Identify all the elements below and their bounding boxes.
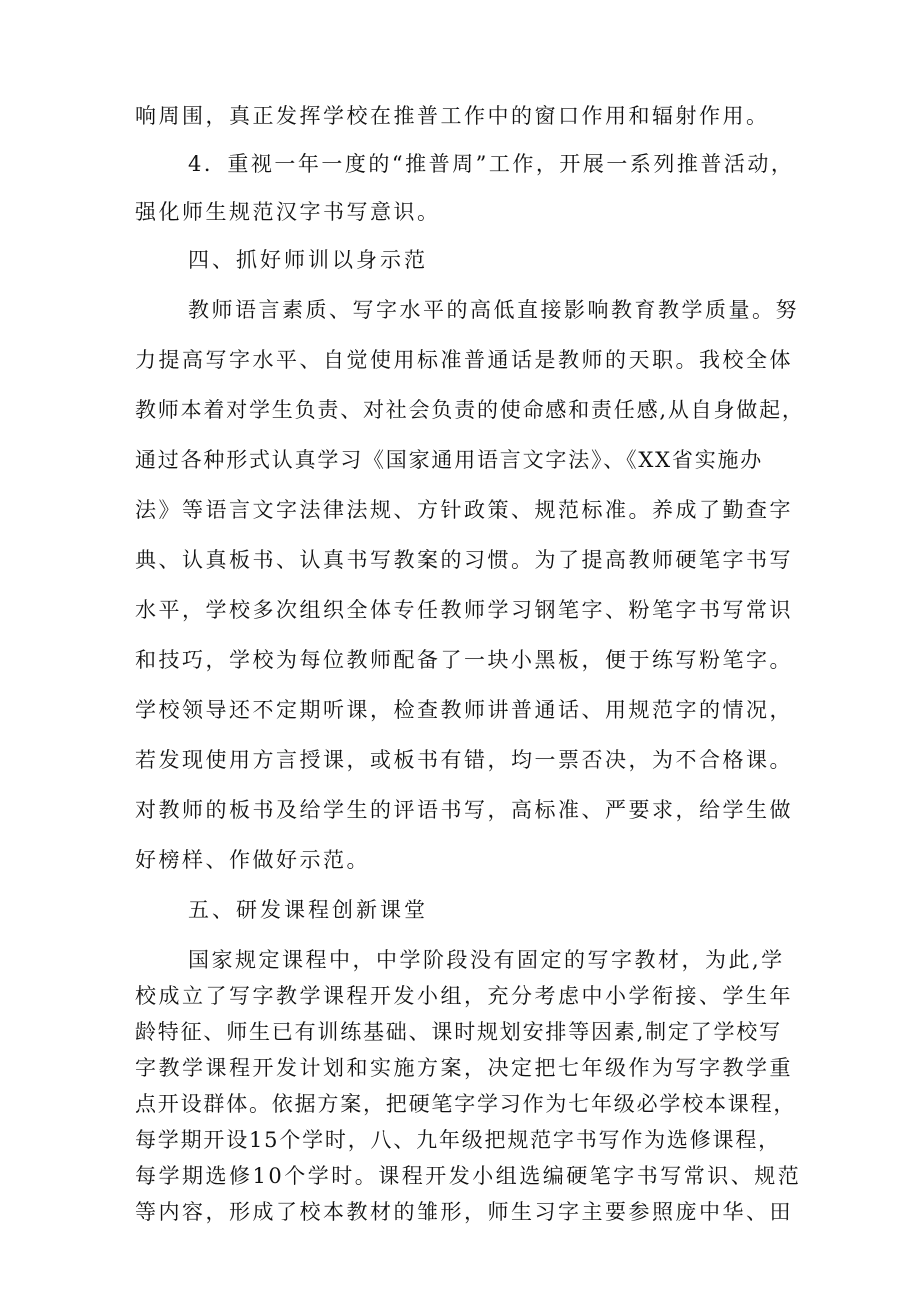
text-line: 每学期选修10个学时。课程开发小组选编硬笔字书写常识、规范 [135, 1164, 802, 1188]
text-line: 若发现使用方言授课，或板书有错，均一票否决，为不合格课。 [135, 748, 793, 772]
text-line: 和技巧，学校为每位教师配备了一块小黑板，便于练写粉笔字。 [135, 648, 793, 672]
text-line: 点开设群体。依据方案，把硬笔字学习作为七年级必学校本课程， [135, 1092, 797, 1116]
text-line: 典、认真板书、认真书写教案的习惯。为了提高教师硬笔字书写 [135, 548, 793, 572]
section-heading-5: 五、研发课程创新课堂 [188, 898, 428, 922]
text-line: 对教师的板书及给学生的评语书写，高标准、严要求，给学生做 [135, 798, 793, 822]
text-line: 通过各种形式认真学习《国家通用语言文字法》、《XX省实施办 [135, 448, 764, 472]
text-line: 力提高写字水平、自觉使用标准普通话是教师的天职。我校全体 [135, 348, 793, 372]
text-line: 校成立了写字教学课程开发小组，充分考虑中小学衔接、学生年 [135, 984, 793, 1008]
list-item-4: 4．重视一年一度的“推普周”工作，开展一系列推普活动， [188, 152, 795, 176]
text-line: 每学期开设15个学时，八、九年级把规范字书写作为选修课程， [135, 1128, 781, 1152]
paragraph-start: 教师语言素质、写字水平的高低直接影响教育教学质量。努 [188, 298, 799, 322]
text-line: 等内容，形成了校本教材的雏形，师生习字主要参照庞中华、田 [135, 1200, 793, 1224]
paragraph-start: 国家规定课程中，中学阶段没有固定的写字教材，为此,学 [188, 948, 785, 972]
text-line: 学校领导还不定期听课，检查教师讲普通话、用规范字的情况， [135, 698, 793, 722]
text-line: 强化师生规范汉字书写意识。 [135, 200, 441, 224]
text-line: 法》等语言文字法律法规、方针政策、规范标准。养成了勤查字 [135, 498, 793, 522]
text-line: 响周围，真正发挥学校在推普工作中的窗口作用和辐射作用。 [135, 104, 770, 128]
text-line: 字教学课程开发计划和实施方案，决定把七年级作为写字教学重 [135, 1056, 793, 1080]
text-line: 好榜样、作做好示范。 [135, 848, 370, 872]
text-line: 水平，学校多次组织全体专任教师学习钢笔字、粉笔字书写常识 [135, 598, 793, 622]
text-line: 教师本着对学生负责、对社会负责的使命感和责任感,从自身做起， [135, 398, 805, 422]
section-heading-4: 四、抓好师训以身示范 [188, 248, 428, 272]
text-line: 龄特征、师生已有训练基础、课时规划安排等因素,制定了学校写 [135, 1020, 782, 1044]
